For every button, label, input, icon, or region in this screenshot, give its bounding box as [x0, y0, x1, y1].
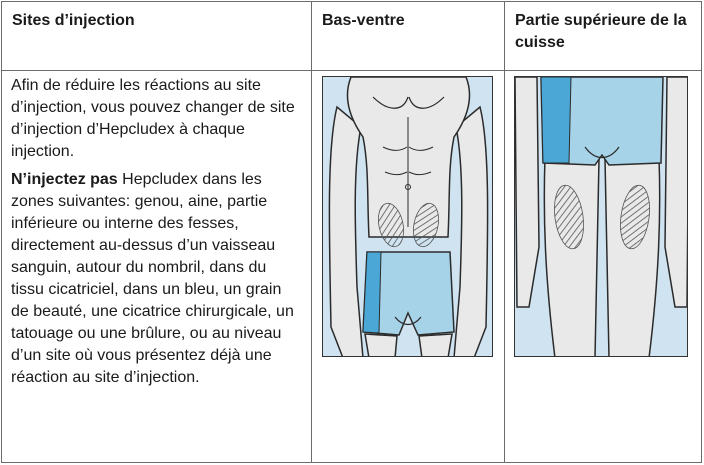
- header-injection-sites: [1, 1, 312, 71]
- thigh-illustration: [515, 77, 688, 357]
- warning-paragraph: [11, 169, 302, 389]
- upper-thigh-injection-diagram: [514, 76, 688, 357]
- instructions-cell: [1, 71, 312, 463]
- warning-bold-text: N’injectez pas: [11, 171, 118, 188]
- header-lower-abdomen: [312, 1, 505, 71]
- abdomen-cell: [312, 71, 505, 463]
- header-upper-thigh: [505, 1, 702, 71]
- header-lower-abdomen-label: Bas-ventre: [322, 12, 405, 29]
- torso-illustration: [323, 77, 493, 357]
- thigh-cell: [505, 71, 702, 463]
- lower-abdomen-injection-diagram: [322, 76, 493, 357]
- header-upper-thigh-label: Partie supérieure de la cuisse: [515, 12, 687, 51]
- warning-text: Hepcludex dans les zones suivantes: genou, aine, partie inférieure ou interne des fesses, directement au-dessus d’un vaisseau sanguin, autour du nombril, dans du tissu cicatriciel, dans un bleu, un grain de beauté, une cicatrice chirurgicale, un tatouage ou une brûlure, ou au niveau d’un site où vous présentez déjà une réaction au site d’injection.: [11, 171, 294, 386]
- intro-paragraph: Afin de réduire les réactions au site d’injection, vous pouvez changer de site d’injection d’Hepcludex à chaque injection.: [11, 77, 295, 160]
- injection-sites-table: [1, 1, 702, 463]
- header-injection-sites-label: Sites d’injection: [12, 12, 135, 29]
